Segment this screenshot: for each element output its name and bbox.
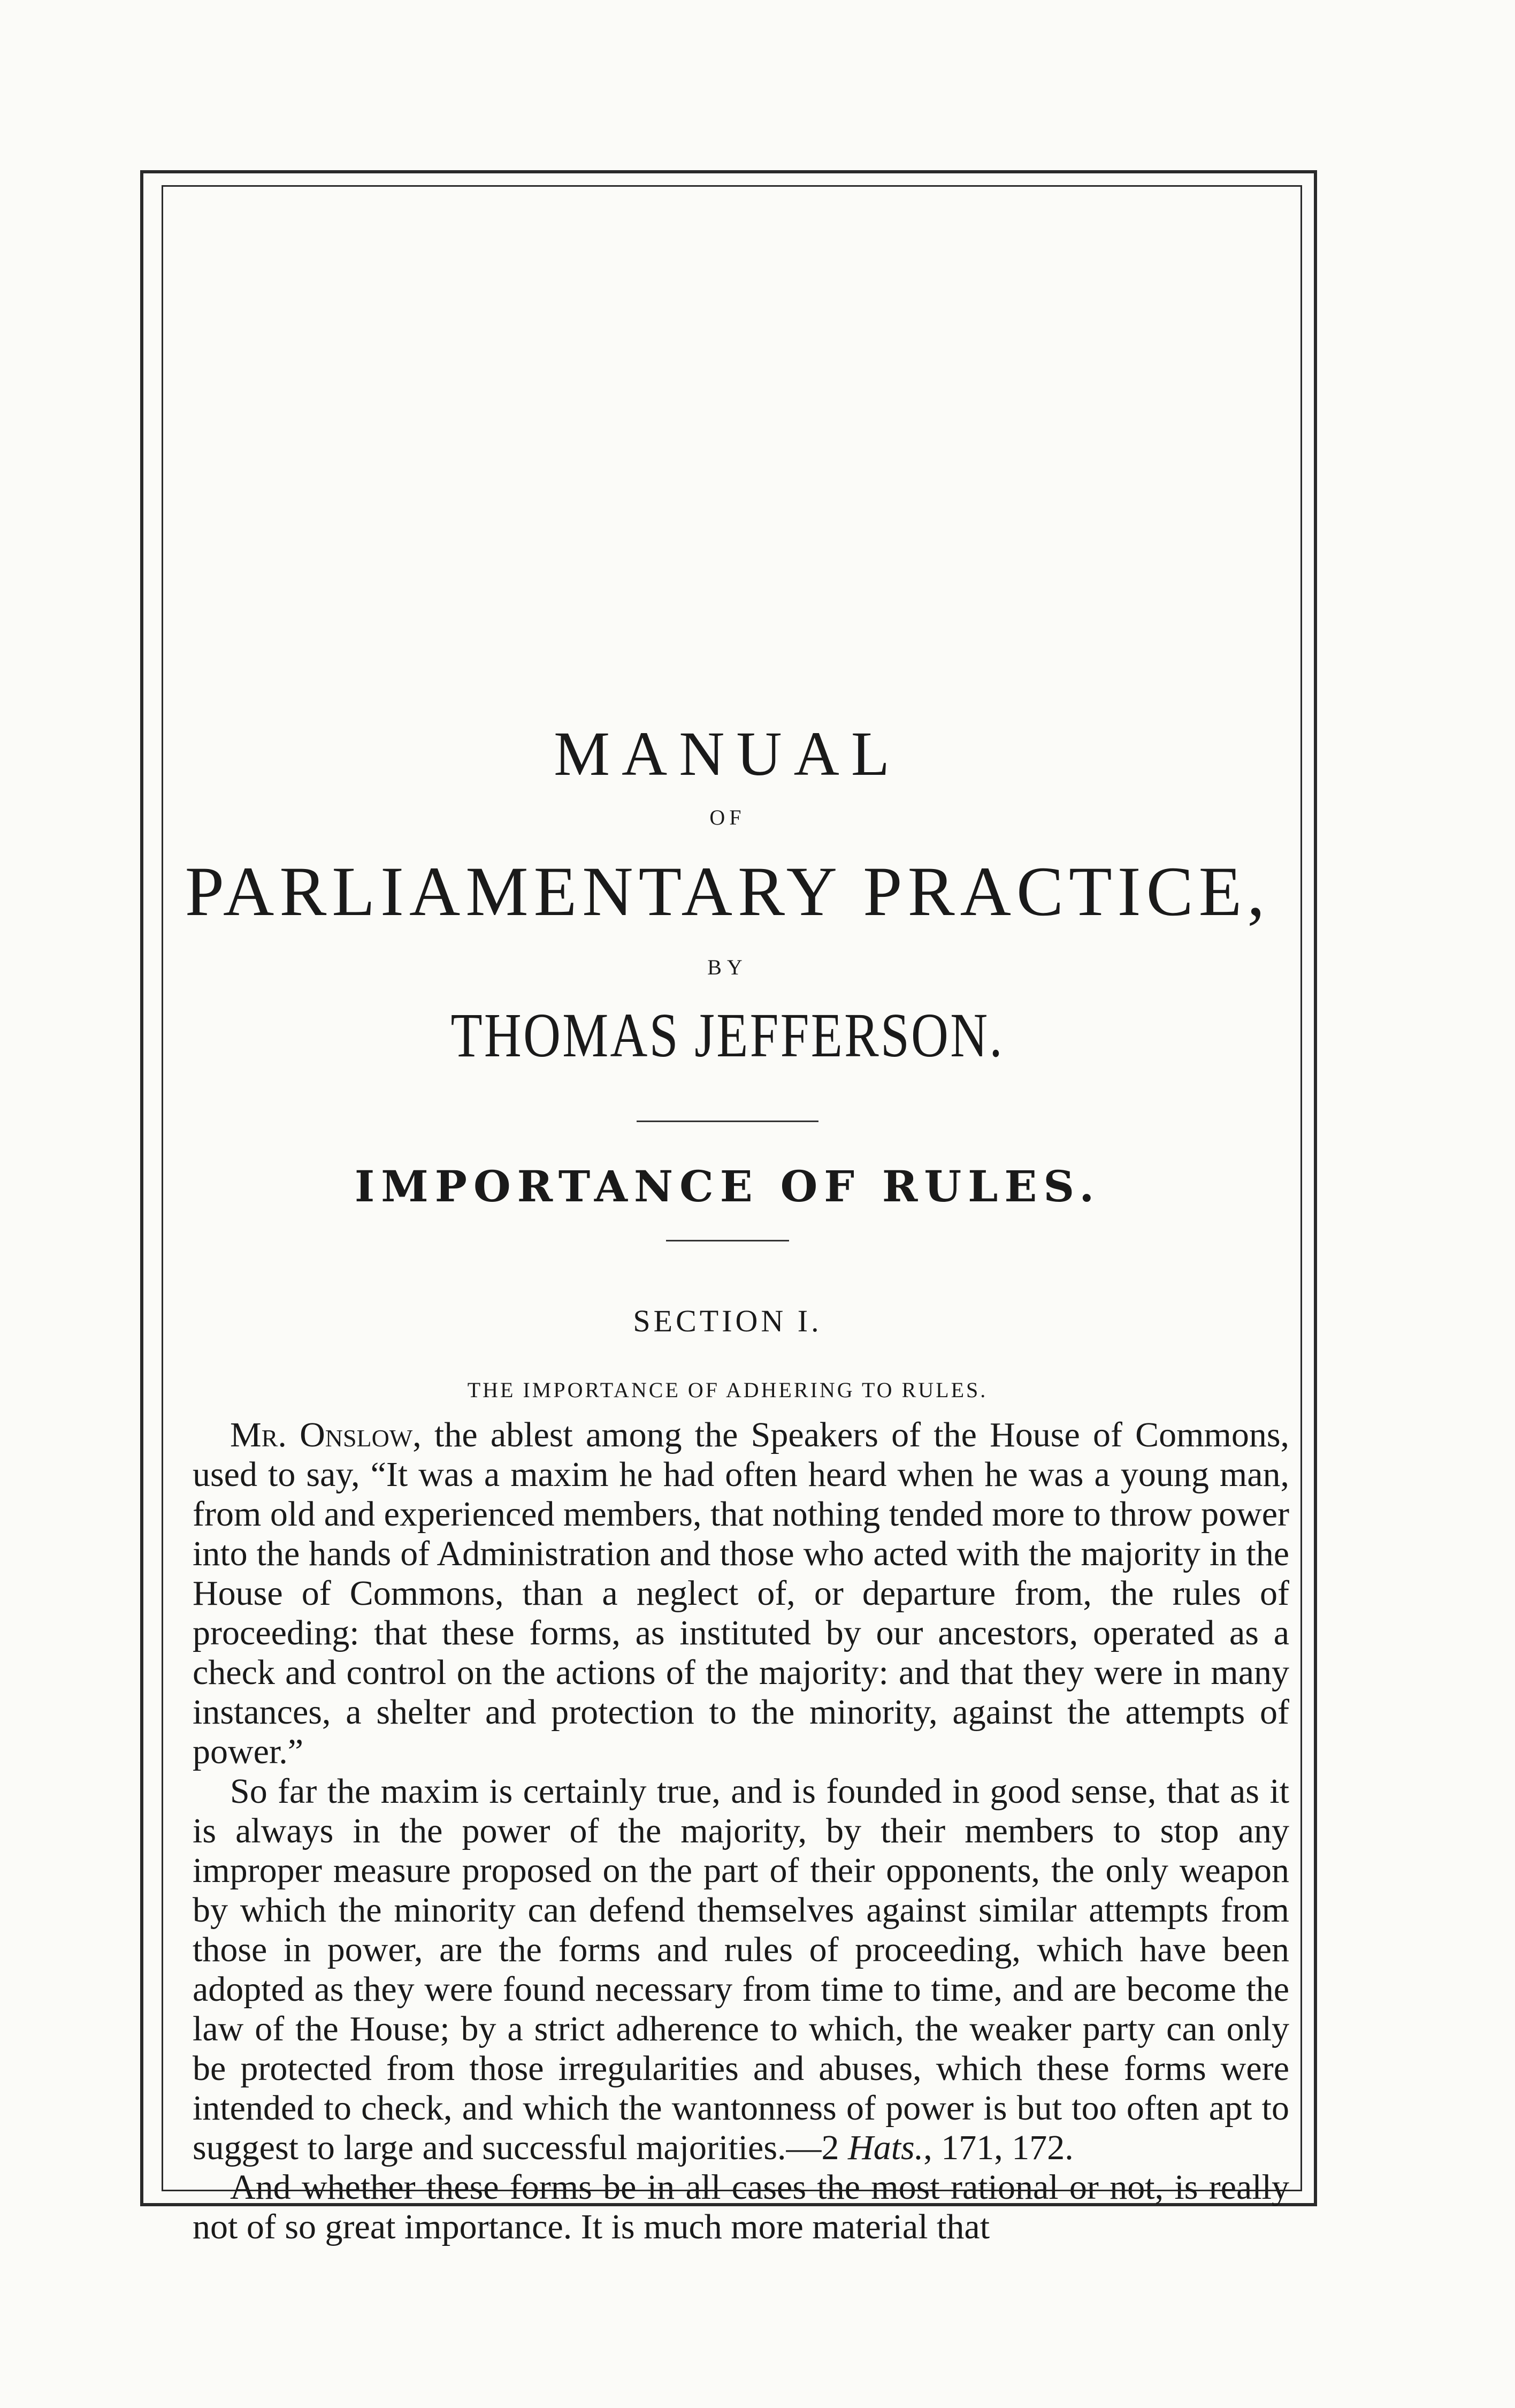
title-by: BY — [707, 955, 748, 979]
paragraph-1-text: the ablest among the Speakers of the House of Commons, used to say, “It was a maxim he had often heard when he was a young man, from old and experienced members, that nothing tended more to throw power into the hands of Administration and those who acted with the majority in the House of Commons, than a neglect of, or departure from, the rules of proceeding: that these forms, as instituted by our ancestors, operated as a check and control on the actions of the majority: and that they were in many instances, a shelter and protection to the minority, against the attempts of power.” — [193, 1415, 1289, 1771]
section-label: SECTION I. — [633, 1304, 822, 1338]
body-text — [193, 1415, 1289, 2247]
title-block — [160, 719, 1295, 1402]
title-manual: MANUAL — [554, 719, 901, 789]
paragraph-2-end: , 171, 172. — [923, 2128, 1074, 2167]
paragraph-2-text: So far the maxim is certainly true, and is founded in good sense, that as it is always in the power of the majority, by their members to stop any improper measure proposed on the part of their opponents, the only weapon by which the minority can defend themselves against similar attempts from those in power, are the forms and rules of proceeding, which have been adopted as they were found necessary from time to time, and are become the law of the House; by a strict adherence to which, the weaker party can only be protected from those irregularities and abuses, which these forms were intended to check, and which the wantonness of power is but too often apt to suggest to large and successful majorities.—2 — [193, 1772, 1289, 2167]
paragraph-3 — [193, 2168, 1289, 2247]
paragraph-2-citation: Hats. — [848, 2128, 924, 2167]
title-author: THOMAS JEFFERSON. — [450, 1000, 1005, 1070]
paragraph-3-text: And whether these forms be in all cases the most rational or not, is really not of so great importance. It is much more material that — [193, 2168, 1289, 2246]
title-of: OF — [709, 805, 746, 829]
paragraph-1 — [193, 1415, 1289, 1772]
divider-rule-small — [666, 1240, 789, 1241]
paragraph-1-lead: Mr. Onslow, — [230, 1415, 422, 1454]
divider-rule — [637, 1121, 818, 1122]
section-subtitle: THE IMPORTANCE OF ADHERING TO RULES. — [467, 1378, 988, 1402]
chapter-heading: IMPORTANCE OF RULES. — [354, 1161, 1101, 1211]
title-main: PARLIAMENTARY PRACTICE, — [185, 852, 1271, 931]
paragraph-2 — [193, 1772, 1289, 2168]
